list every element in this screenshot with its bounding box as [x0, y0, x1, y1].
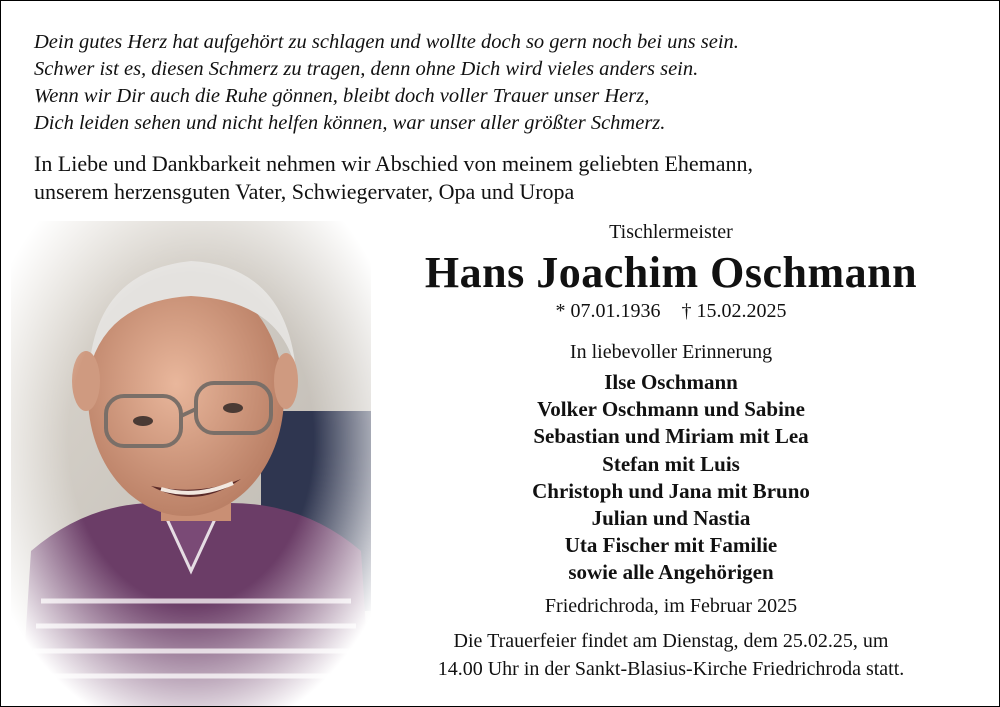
poem-line: Schwer ist es, diesen Schmerz zu tragen, denn ohne Dich wird vieles anders sein. — [34, 58, 699, 80]
intro-line: unserem herzensguten Vater, Schwiegervater, Opa und Uropa — [34, 179, 575, 204]
intro-text — [34, 150, 753, 206]
mourner: Volker Oschmann und Sabine — [537, 397, 805, 422]
mourner: Sebastian und Miriam mit Lea — [533, 424, 809, 449]
deceased-name: Hans Joachim Oschmann — [424, 248, 918, 297]
memory-line: In liebevoller Erinnerung — [569, 341, 773, 363]
intro-line: In Liebe und Dankbarkeit nehmen wir Abschied von meinem geliebten Ehemann, — [34, 151, 754, 176]
death-date: † 15.02.2025 — [681, 300, 787, 322]
profession-title: Tischlermeister — [609, 221, 733, 243]
mourner: Julian und Nastia — [591, 506, 751, 531]
mourner: Ilse Oschmann — [604, 370, 738, 394]
poem-line: Dich leiden sehen und nicht helfen können, war unser aller größter Schmerz. — [34, 112, 666, 134]
mourner: Uta Fischer mit Familie — [564, 533, 778, 558]
portrait-photo — [11, 221, 371, 706]
mourner: sowie alle Angehörigen — [568, 560, 774, 585]
mourner: Christoph und Jana mit Bruno — [532, 478, 810, 503]
service-line: Die Trauerfeier findet am Dienstag, dem 25.02.25, um — [453, 630, 889, 652]
service-line: 14.00 Uhr in der Sankt-Blasius-Kirche Friedrichroda statt. — [437, 658, 905, 680]
poem-line: Dein gutes Herz hat aufgehört zu schlagen und wollte doch so gern noch bei uns sein. — [34, 31, 739, 53]
poem — [34, 29, 739, 137]
place-date: Friedrichroda, im Februar 2025 — [544, 595, 798, 617]
mourner: Stefan mit Luis — [602, 451, 740, 476]
life-dates — [371, 300, 971, 323]
funeral-service — [371, 627, 971, 683]
birth-date: * 07.01.1936 — [555, 300, 661, 322]
poem-line: Wenn wir Dir auch die Ruhe gönnen, bleibt doch voller Trauer unser Herz, — [34, 85, 650, 107]
mourners-list — [371, 369, 971, 587]
